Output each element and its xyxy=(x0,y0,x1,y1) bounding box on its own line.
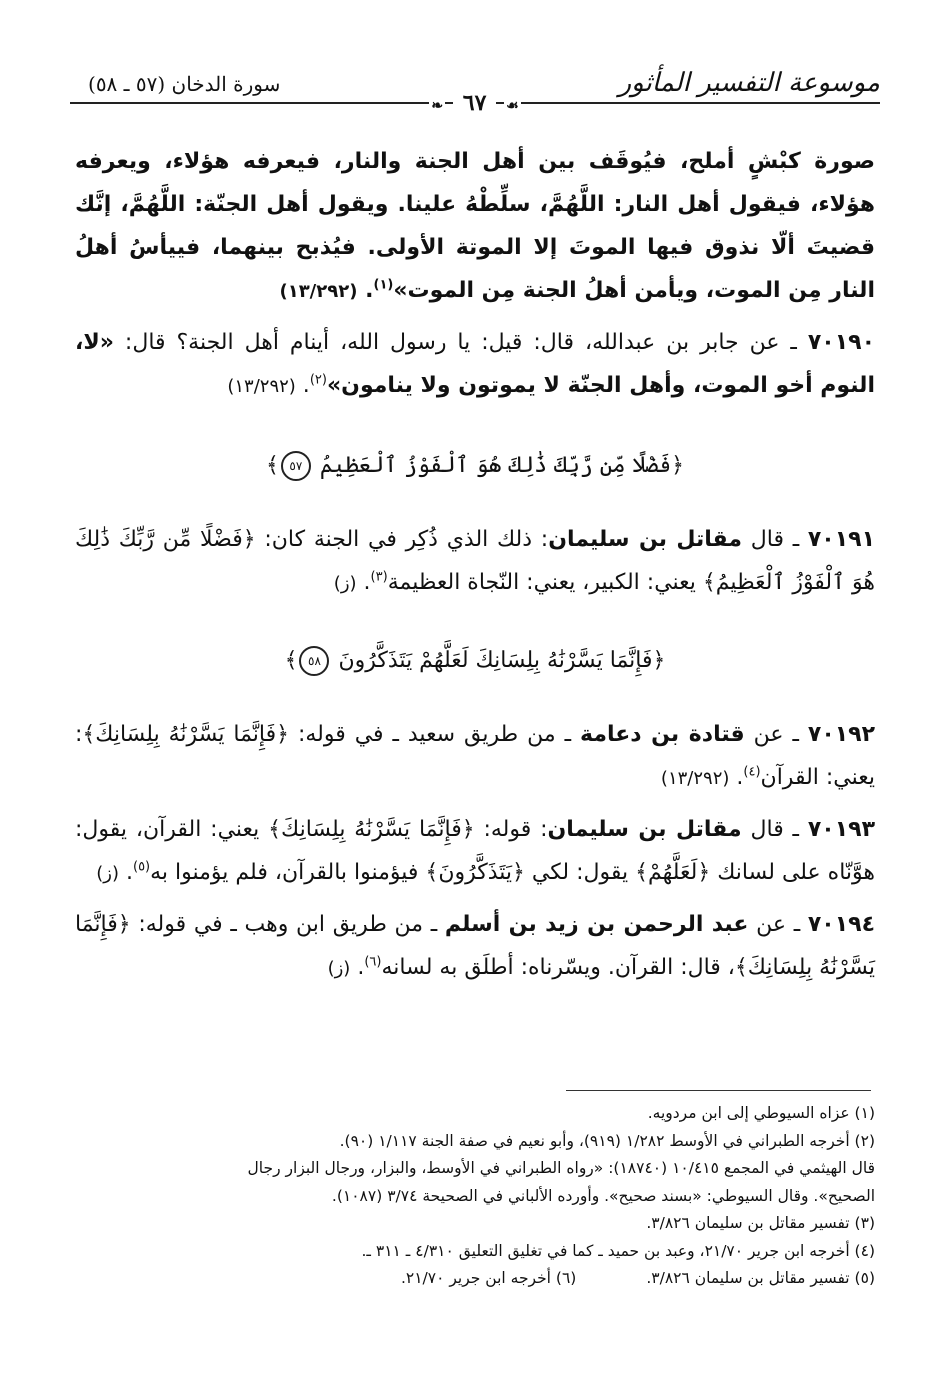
paragraph-text: ـ عن xyxy=(753,722,799,747)
footnote-pair xyxy=(70,1265,875,1293)
ayah-text: ﴿فَضْلًا مِّن رَّبِّكَ ذَٰلِكَ هُوَ ٱلْفَوْزُ ٱلْعَظِيمُ xyxy=(319,453,685,478)
page-number-box xyxy=(70,90,880,116)
hadith-7194: ٧٠١٩٤ ـ عن عبد الرحمن بن زيد بن أسلم ـ من طريق ابن وهب ـ في قوله: ﴿فَإِنَّمَا يَسَّرْنَٰهُ بِلِسَانِكَ﴾، قال: القرآن. ويسّرناه: أطلَق به لسانه$^{(٦)}$. (ز) xyxy=(75,912,876,980)
narrator-name: عبد الرحمن بن زيد بن أسلم xyxy=(444,912,749,937)
book-title: موسوعة التفسير المأثور xyxy=(618,68,880,98)
ayah-text: ﴿فَإِنَّمَا يَسَّرْنَٰهُ بِلِسَانِكَ لَعَلَّهُمْ يَتَذَكَّرُونَ xyxy=(338,648,666,673)
hadith-quote: «لا، النوم أخو الموت، وأهل الجنّة لا يموتون ولا ينامون» xyxy=(75,330,875,398)
reference: (ز) xyxy=(333,573,357,594)
hadith-7191: ٧٠١٩١ ـ قال مقاتل بن سليمان: ذلك الذي ذُكِر في الجنة كان: ﴿فَضْلًا مِّن رَّبِّكَ ذَٰلِكَ هُوَ ٱلْفَوْزُ ٱلْعَظِيمُ﴾ يعني: الكبير، يعني: النّجاة العظيمة$^{(٣)}$. (ز) xyxy=(75,527,876,595)
hadith-7192: ٧٠١٩٢ ـ عن قتادة بن دعامة ـ من طريق سعيد ـ في قوله: ﴿فَإِنَّمَا يَسَّرْنَٰهُ بِلِسَانِكَ﴾: يعني: القرآن$^{(٤)}$. (١٣/٢٩٢) xyxy=(75,722,876,790)
footnote-marker: (٤) xyxy=(743,764,761,780)
ayah-number: ٥٧ xyxy=(281,451,311,481)
reference: (١٣/٢٩٢) xyxy=(279,281,358,302)
hadith-number: ٧٠١٩١ xyxy=(807,527,876,552)
footnote-6: (٦) أخرجه ابن جرير ٢١/٧٠. xyxy=(400,1269,577,1287)
hadith-number: ٧٠١٩٣ xyxy=(807,817,876,842)
paragraph-text: ـ من طريق سعيد ـ في قوله: ﴿فَإِنَّمَا يَسَّرْنَٰهُ بِلِسَانِكَ﴾: يعني: القرآن xyxy=(75,722,875,790)
ornament-icon: ❧ xyxy=(431,98,444,114)
hadith-number: ٧٠١٩٠ xyxy=(807,330,875,355)
footnote-marker: (٢) xyxy=(309,372,327,388)
main-text xyxy=(75,140,875,990)
reference: (ز) xyxy=(96,863,119,884)
footnote-separator xyxy=(566,1090,871,1091)
footnote-marker: (٣) xyxy=(370,569,388,585)
footnote-marker: (١) xyxy=(373,277,394,293)
footnote-marker: (٦) xyxy=(364,954,382,970)
narrator-name: مقاتل بن سليمان xyxy=(547,817,742,842)
footnote-5: (٥) تفسير مقاتل بن سليمان ٣/٨٢٦. xyxy=(646,1269,875,1287)
running-header xyxy=(70,66,880,116)
paragraph-text: ـ قال xyxy=(750,527,800,552)
footnote-2-cont: الصحيح». وقال السيوطي: «بسند صحيح». وأورده الألباني في الصحيحة ٣/٧٤ (١٠٨٧). xyxy=(331,1186,875,1205)
footnote-marker: (٥) xyxy=(132,859,151,875)
paragraph-continuation: صورة كبْشٍ أملح، فيُوقَف بين أهل الجنة والنار، فيعرفه هؤلاء، ويعرفه هؤلاء، فيقول أهل النار: اللَّهُمَّ، سلِّطْهُ علينا. ويقول أهل الجنّة: اللَّهُمَّ، إنَّك قضيتَ ألّا نذوق فيها الموتَ إلا الموتة الأولى. فيُذبح بينهما، فييأسُ أهلُ النار مِن الموت، ويأمن أهلُ الجنة مِن الموت»$^{(١)}$. (١٣/٢٩٢) xyxy=(75,149,875,303)
footnote-4: (٤) أخرجه ابن جرير ٢١/٧٠، وعبد بن حميد ـ كما في تغليق التعليق ٤/٣١٠ ـ ٣١١ ـ. xyxy=(361,1241,875,1260)
paragraph-text: ـ عن xyxy=(756,912,801,937)
ayah-number: ٥٨ xyxy=(299,646,329,676)
narrator-name: قتادة بن دعامة xyxy=(579,722,745,747)
ornament-icon: ☙ xyxy=(506,98,519,114)
paragraph-text: صورة كبْشٍ أملح، فيُوقَف بين أهل الجنة والنار، فيعرفه هؤلاء، ويعرفه هؤلاء، فيقول أهل النار: اللَّهُمَّ، سلِّطْهُ علينا. ويقول أهل الجنّة: اللَّهُمَّ، إنَّك قضيتَ ألّا نذوق فيها الموتَ إلا الموتة الأولى. فيُذبح بينهما، فييأسُ أهلُ النار مِن الموت، ويأمن أهلُ الجنة مِن الموت» xyxy=(75,149,875,303)
footnote-2-cont: قال الهيثمي في المجمع ١٠/٤١٥ (١٨٧٤٠): «رواه الطبراني في الأوسط، والبزار، ورجال البزار رجال xyxy=(247,1159,875,1177)
paragraph-text: : ذلك الذي ذُكِر في الجنة كان: ﴿فَضْلًا مِّن رَّبِّكَ ذَٰلِكَ هُوَ ٱلْفَوْزُ ٱلْعَظِيمُ﴾ يعني: الكبير، يعني: النّجاة العظيمة xyxy=(75,527,875,595)
paragraph-text: ـ من طريق ابن وهب ـ في قوله: ﴿فَإِنَّمَا يَسَّرْنَٰهُ بِلِسَانِكَ﴾، قال: القرآن. ويسّرناه: أطلَق به لسانه xyxy=(75,912,875,980)
hadith-number: ٧٠١٩٤ xyxy=(807,912,876,937)
ayah-heading: ﴿فَإِنَّمَا يَسَّرْنَٰهُ بِلِسَانِكَ لَعَلَّهُمْ يَتَذَكَّرُونَ ٥٨﴾ xyxy=(75,639,875,683)
footnotes xyxy=(70,1100,875,1293)
footnote-2: (٢) أخرجه الطبراني في الأوسط ١/٢٨٢ (٩١٩)، وأبو نعيم في صفة الجنة ١/١١٧ (٩٠). xyxy=(339,1131,875,1150)
hadith-7190: ٧٠١٩٠ ـ عن جابر بن عبدالله، قال: قيل: يا رسول الله، أينام أهل الجنة؟ قال: «لا، النوم أخو الموت، وأهل الجنّة لا يموتون ولا ينامون»$^{(٢)}$. (١٣/٢٩٢) xyxy=(75,330,875,398)
paragraph-text: : قوله: ﴿فَإِنَّمَا يَسَّرْنَٰهُ بِلِسَانِكَ﴾ يعني: القرآن، يقول: هوَّنّاه على لسانك ﴿لَعَلَّهُمْ﴾ يقول: لكي ﴿يَتَذَكَّرُونَ﴾ فيؤمنوا بالقرآن، فلم يؤمنوا به xyxy=(75,817,875,885)
footnote-3: (٣) تفسير مقاتل بن سليمان ٣/٨٢٦. xyxy=(646,1214,875,1232)
surah-label: سورة الدخان (٥٧ ـ ٥٨) xyxy=(88,72,281,96)
ayah-heading: ﴿فَضْلًا مِّن رَّبِّكَ ذَٰلِكَ هُوَ ٱلْفَوْزُ ٱلْعَظِيمُ ٥٧﴾ xyxy=(75,444,875,488)
hadith-7193: ٧٠١٩٣ ـ قال مقاتل بن سليمان: قوله: ﴿فَإِنَّمَا يَسَّرْنَٰهُ بِلِسَانِكَ﴾ يعني: القرآن، يقول: هوَّنّاه على لسانك ﴿لَعَلَّهُمْ﴾ يقول: لكي ﴿يَتَذَكَّرُونَ﴾ فيؤمنوا بالقرآن، فلم يؤمنوا به$^{(٥)}$. (ز) xyxy=(75,817,876,885)
hadith-number: ٧٠١٩٢ xyxy=(807,722,876,747)
reference: (١٣/٢٩٢) xyxy=(660,768,730,789)
narrator-name: مقاتل بن سليمان xyxy=(548,527,743,552)
footnote-1: (١) عزاه السيوطي إلى ابن مردويه. xyxy=(647,1104,875,1122)
page-number: ٦٧ xyxy=(453,90,497,116)
paragraph-text: ـ قال xyxy=(750,817,800,842)
paragraph-text: ـ عن جابر بن عبدالله، قال: قيل: يا رسول الله، أينام أهل الجنة؟ قال: xyxy=(124,330,797,355)
reference: (ز) xyxy=(327,958,351,979)
reference: (١٣/٢٩٢) xyxy=(227,376,296,397)
